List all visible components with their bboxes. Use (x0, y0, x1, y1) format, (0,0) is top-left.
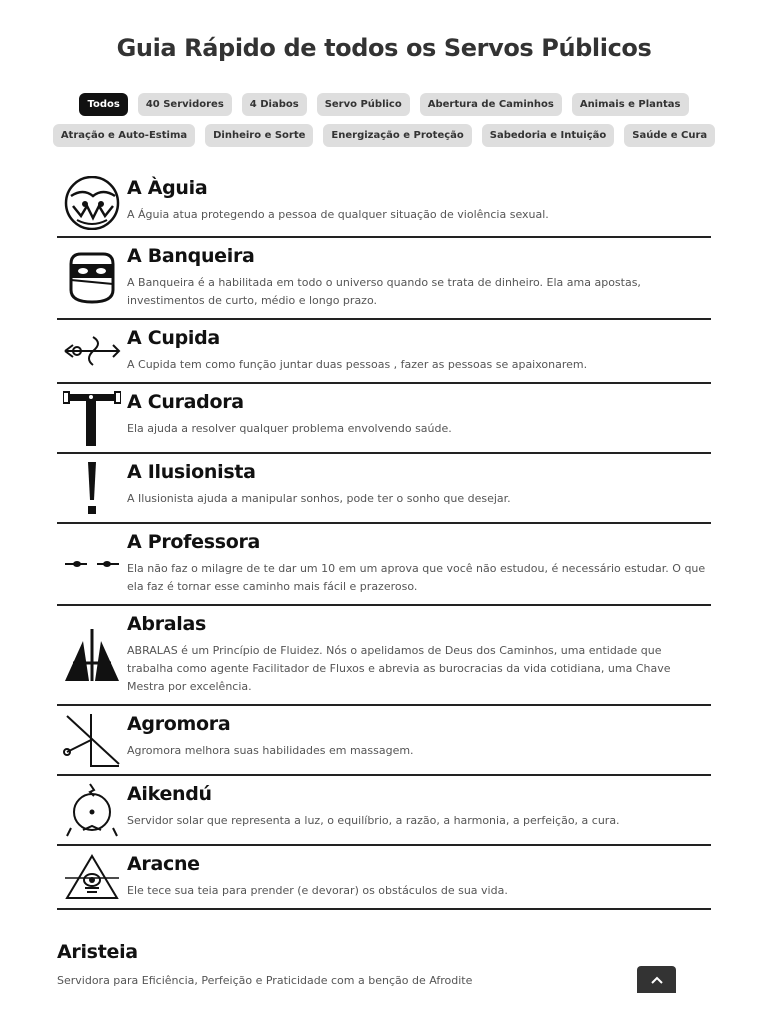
filter-row-2 (0, 124, 768, 147)
filter-animais-e-plantas[interactable]: Animais e Plantas (572, 93, 689, 116)
servo-name[interactable]: A Professora (127, 531, 261, 553)
servo-description: Servidora para Eficiência, Perfeição e Praticidade com a benção de Afrodite (57, 974, 473, 987)
servo-name[interactable]: Aristeia (57, 941, 138, 963)
servo-name[interactable]: A Curadora (127, 391, 244, 413)
filter-todos[interactable]: Todos (79, 93, 127, 116)
servo-item[interactable] (57, 706, 711, 776)
servo-description: A Cupida tem como função juntar duas pessoas , fazer as pessoas se apaixonarem. (127, 358, 588, 371)
aikendu-sigil-icon[interactable] (57, 776, 127, 844)
filter-dinheiro-e-sorte[interactable]: Dinheiro e Sorte (205, 124, 313, 147)
page-title: Guia Rápido de todos os Servos Públicos (116, 34, 652, 62)
banker-sigil-icon[interactable] (57, 238, 127, 318)
servo-list (57, 170, 711, 910)
servo-description: A Ilusionista ajuda a manipular sonhos, pode ter o sonho que desejar. (127, 492, 511, 505)
servo-item[interactable] (57, 524, 711, 606)
servo-name[interactable]: Aikendú (127, 783, 212, 805)
servo-description: Ele tece sua teia para prender (e devorar) os obstáculos de sua vida. (127, 884, 508, 897)
filter-40-servidores[interactable]: 40 Servidores (138, 93, 232, 116)
cupid-sigil-icon[interactable] (57, 320, 127, 382)
servo-item[interactable] (57, 776, 711, 846)
servo-description: A Banqueira é a habilitada em todo o universo quando se trata de dinheiro. Ela ama apostas, investimentos de curto, médio e longo prazo. (127, 276, 641, 307)
agromora-sigil-icon[interactable] (57, 706, 127, 774)
servo-item[interactable] (57, 846, 711, 910)
filter-sabedoria-e-intuicao[interactable]: Sabedoria e Intuição (482, 124, 614, 147)
servo-item[interactable] (57, 384, 711, 454)
abralas-sigil-icon[interactable] (57, 606, 127, 704)
servo-description: A Águia atua protegendo a pessoa de qualquer situação de violência sexual. (127, 208, 549, 221)
filter-servo-publico[interactable]: Servo Público (317, 93, 410, 116)
servo-item-aristeia[interactable] (57, 940, 711, 990)
servo-description: Agromora melhora suas habilidades em massagem. (127, 744, 414, 757)
eagle-sigil-icon[interactable] (57, 170, 127, 236)
healer-sigil-icon[interactable] (57, 384, 127, 452)
servo-item[interactable] (57, 606, 711, 706)
back-to-top-button[interactable] (637, 966, 676, 993)
filter-energizacao-e-protecao[interactable]: Energização e Proteção (323, 124, 471, 147)
servo-name[interactable]: Abralas (127, 613, 207, 635)
filter-row-1 (0, 93, 768, 116)
servo-name[interactable]: Agromora (127, 713, 231, 735)
aracne-sigil-icon[interactable] (57, 846, 127, 908)
servo-name[interactable]: A Ilusionista (127, 461, 256, 483)
chevron-up-icon (650, 975, 664, 985)
servo-description: Ela não faz o milagre de te dar um 10 em um aprova que você não estudou, é necessário estudar. O que ela faz é tornar esse caminho mais fácil e prazeroso. (127, 562, 706, 593)
servo-name[interactable]: A Àguia (127, 177, 208, 199)
servo-description: Servidor solar que representa a luz, o equilíbrio, a razão, a harmonia, a perfeição, a cura. (127, 814, 620, 827)
servo-name[interactable]: Aracne (127, 853, 200, 875)
filter-saude-e-cura[interactable]: Saúde e Cura (624, 124, 715, 147)
servo-item[interactable] (57, 170, 711, 238)
servo-description: Ela ajuda a resolver qualquer problema envolvendo saúde. (127, 422, 452, 435)
servo-item[interactable] (57, 454, 711, 524)
servo-item[interactable] (57, 238, 711, 320)
filter-abertura-de-caminhos[interactable]: Abertura de Caminhos (420, 93, 562, 116)
filter-4-diabos[interactable]: 4 Diabos (242, 93, 307, 116)
teacher-sigil-icon[interactable] (57, 524, 127, 604)
servo-name[interactable]: A Cupida (127, 327, 220, 349)
servo-name[interactable]: A Banqueira (127, 245, 255, 267)
servo-description: ABRALAS é um Princípio de Fluidez. Nós o apelidamos de Deus dos Caminhos, uma entidade que trabalha como agente Facilitador de Fluxos e abrevia as burocracias da vida cotidiana, uma Chave Mestra por excelência. (127, 644, 671, 693)
servo-item[interactable] (57, 320, 711, 384)
illusionist-sigil-icon[interactable] (57, 454, 127, 522)
filter-atracao-e-auto-estima[interactable]: Atração e Auto-Estima (53, 124, 195, 147)
